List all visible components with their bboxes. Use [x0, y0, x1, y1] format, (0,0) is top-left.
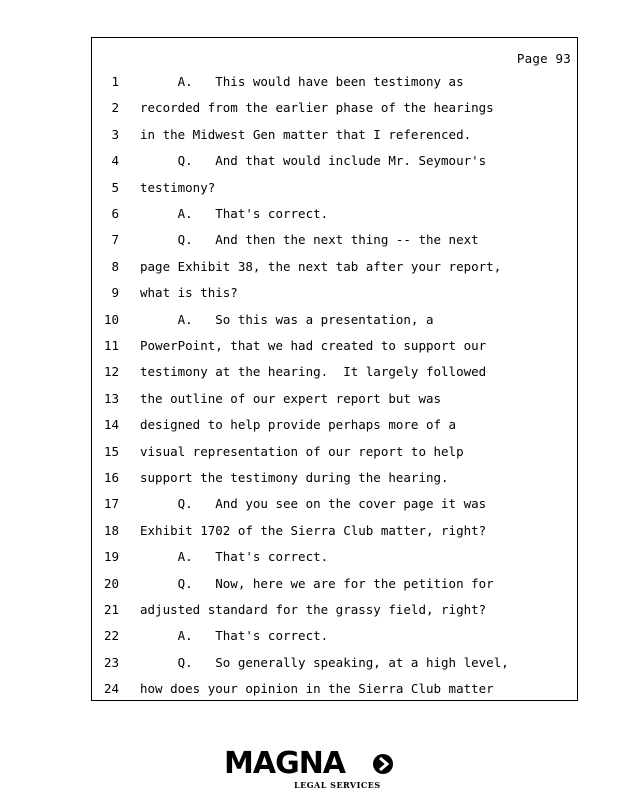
line-number: 14: [103, 417, 119, 433]
transcript-line: [92, 523, 577, 543]
transcript-line: [92, 391, 577, 411]
logo-wordmark: MAGNA: [224, 746, 346, 781]
line-text: A. That's correct.: [140, 206, 329, 221]
line-text: A. This would have been testimony as: [140, 74, 464, 89]
line-number: 10: [103, 311, 119, 327]
line-number: 21: [103, 602, 119, 617]
transcript-line: [92, 312, 577, 332]
transcript-line: [92, 417, 577, 437]
line-text: support the testimony during the hearing.: [140, 470, 449, 485]
transcript-page: [91, 37, 578, 701]
line-text: testimony at the hearing. It largely followed: [140, 364, 487, 380]
line-text: testimony?: [140, 179, 216, 195]
line-text: A. That's correct.: [140, 628, 329, 644]
transcript-line: [92, 628, 577, 648]
transcript-line: [92, 100, 577, 120]
transcript-line: [92, 153, 577, 173]
transcript-line: [92, 549, 577, 569]
line-number: 4: [111, 153, 119, 169]
line-number: 17: [103, 496, 119, 512]
transcript-line: [92, 602, 577, 622]
line-number: 5: [111, 179, 119, 195]
transcript-line: [92, 127, 577, 147]
line-number: 6: [111, 206, 119, 221]
line-text: Q. And that would include Mr. Seymour's: [140, 153, 487, 169]
line-text: Q. And then the next thing -- the next: [140, 232, 479, 248]
line-text: visual representation of our report to help: [140, 443, 464, 459]
line-text: adjusted standard for the grassy field, right?: [140, 602, 487, 617]
line-text: PowerPoint, that we had created to support our: [140, 338, 487, 353]
magna-logo: [224, 747, 404, 795]
arrow-circle-icon: [372, 753, 394, 775]
line-text: recorded from the earlier phase of the hearings: [140, 100, 494, 116]
line-number: 19: [103, 549, 119, 565]
transcript-line: [92, 576, 577, 596]
line-text: the outline of our expert report but was: [140, 390, 442, 406]
line-number: 22: [103, 628, 119, 644]
transcript-line: [92, 206, 577, 226]
line-text: A. That's correct.: [140, 549, 329, 565]
line-number: 20: [103, 575, 119, 591]
line-number: 16: [103, 470, 119, 485]
transcript-line: [92, 180, 577, 200]
transcript-line: [92, 285, 577, 305]
line-number: 2: [111, 100, 119, 116]
logo-tagline: LEGAL SERVICES: [294, 780, 381, 790]
line-text: Q. So generally speaking, at a high level,: [140, 654, 509, 670]
transcript-line: [92, 232, 577, 252]
transcript-line: [92, 470, 577, 490]
line-number: 7: [111, 232, 119, 248]
line-number: 24: [103, 681, 119, 697]
line-number: 18: [103, 522, 119, 538]
line-text: A. So this was a presentation, a: [140, 311, 434, 327]
line-text: Q. Now, here we are for the petition for: [140, 575, 494, 591]
transcript-line: [92, 259, 577, 279]
line-text: Q. And you see on the cover page it was: [140, 496, 487, 512]
line-text: designed to help provide perhaps more of a: [140, 417, 457, 433]
line-number: 9: [111, 285, 119, 301]
line-text: Exhibit 1702 of the Sierra Club matter, right?: [140, 522, 487, 538]
transcript-line: [92, 444, 577, 464]
line-text: in the Midwest Gen matter that I referenced.: [140, 126, 472, 142]
transcript-line: [92, 338, 577, 358]
line-number: 11: [103, 338, 119, 353]
transcript-line: [92, 655, 577, 675]
transcript-line: [92, 496, 577, 516]
transcript-line: [92, 364, 577, 384]
transcript-line: [92, 74, 577, 94]
page-number: Page 93: [516, 51, 571, 66]
line-text: how does your opinion in the Sierra Club matter: [140, 681, 494, 697]
line-number: 8: [111, 258, 119, 274]
line-number: 15: [103, 443, 119, 459]
line-number: 13: [103, 390, 119, 406]
line-text: page Exhibit 38, the next tab after your report,: [140, 258, 502, 274]
line-text: what is this?: [140, 285, 238, 301]
line-number: 3: [111, 126, 119, 142]
line-number: 12: [103, 364, 119, 380]
line-number: 1: [111, 74, 119, 89]
transcript-line: [92, 681, 577, 701]
line-number: 23: [103, 654, 119, 670]
